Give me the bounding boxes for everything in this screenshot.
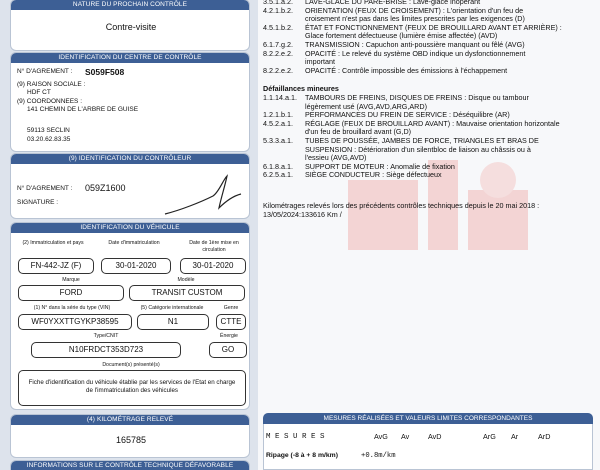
center-name-value: HDF CT	[27, 89, 51, 96]
major-defect-line-code: 8.2.2.e.2.	[263, 48, 293, 58]
measurements-header: MESURES RÉALISÉES ET VALEURS LIMITES CORRESPONDANTES	[263, 413, 593, 424]
major-defect-line-text: LAVE-GLACE DU PARE-BRISE : Lave-glace inopérant	[305, 0, 481, 6]
previous-mileage-value: 13/05/2024:133616 Km /	[263, 210, 342, 219]
minor-defect-line-code: 6.2.5.a.1.	[263, 170, 293, 180]
major-defect-line-text: ORIENTATION (FEUX DE CROISEMENT) : L'orientation d'un feu de	[305, 5, 524, 15]
minor-defect-line-text: TUBES DE POUSSÉE, JAMBES DE FORCE, TRIANGLES ET BRAS DE	[305, 136, 539, 145]
ripage-value: +0.8m/km	[361, 452, 396, 460]
control-center-header: IDENTIFICATION DU CENTRE DE CONTRÔLE	[11, 53, 249, 63]
registration-caption: (2) Immatriculation et pays	[22, 240, 84, 246]
energy-field: GO	[209, 342, 247, 358]
column-av: Av	[401, 432, 410, 441]
type-caption: Type/CNIT	[93, 333, 119, 339]
column-avg: AvG	[374, 432, 388, 441]
major-defect-line-text: Glace fortement défectueuse (lumière émise affectée) (AVD)	[305, 31, 498, 41]
minor-defect-line-text: PERFORMANCES DU FREIN DE SERVICE : Déséquilibre (AR)	[305, 110, 510, 120]
left-column	[0, 0, 258, 470]
type-field: N10FRDCT353D723	[31, 342, 181, 358]
minor-defect-line-code: 1.2.1.b.1.	[263, 110, 293, 120]
column-ar: Ar	[511, 432, 519, 441]
minor-defect-line-text: l'essieu (AVG,AVD)	[305, 153, 367, 163]
center-address-city: 59113 SECLIN	[27, 127, 70, 134]
next-inspection-header: NATURE DU PROCHAIN CONTRÔLE	[11, 0, 249, 10]
previous-mileage-note: Kilométrages relevés lors des précédents contrôles techniques depuis le 20 mai 2018 :	[263, 201, 540, 210]
first-circulation-caption: Date de 1ère mise en circulation	[189, 240, 239, 253]
major-defect-line-code: 6.1.7.g.2.	[263, 40, 293, 49]
vehicle-header: IDENTIFICATION DU VÉHICULE	[11, 223, 249, 233]
center-phone: 03.20.62.83.35	[27, 136, 71, 143]
category-field: N1	[137, 314, 209, 330]
column-ard: ArD	[538, 432, 551, 441]
major-defect-line-text: ÉTAT ET FONCTIONNEMENT (FEUX DE BROUILLARD AVANT ET ARRIÈRE) :	[305, 22, 562, 32]
documents-field: Fiche d'identification du véhicule établie par les services de l'Etat en charge de l'immatriculation des véhicules	[18, 370, 246, 406]
minor-defect-line-code: 6.1.8.a.1.	[263, 161, 293, 171]
energy-caption: Énergie	[220, 333, 238, 339]
column-avd: AvD	[428, 432, 442, 441]
minor-defect-line-text: légèrement usé (AVG,AVD,ARG,ARD)	[305, 101, 427, 111]
measurements-title: M E S U R E S	[266, 433, 325, 441]
inspector-header: (9) IDENTIFICATION DU CONTRÔLEUR	[11, 154, 249, 164]
major-defect-line-text: important	[305, 57, 335, 67]
brand-caption: Marque	[62, 277, 80, 283]
major-defect-line-text: croisement n'est pas dans les limites prescrites par les exigences (D)	[305, 14, 525, 24]
inspector-signature-image	[161, 172, 246, 218]
center-address-label: (9) COORDONNEES :	[17, 98, 83, 105]
vehicle-box	[10, 222, 250, 410]
next-inspection-value: Contre-visite	[105, 22, 157, 32]
major-defect-line-text: TRANSMISSION : Capuchon anti-poussière manquant ou fêlé (AVG)	[305, 40, 525, 49]
minor-defects-title: Défaillances mineures	[263, 84, 339, 93]
vin-caption: (1) N° dans la série du type (VIN)	[33, 305, 111, 311]
minor-defect-line-text: SIÈGE CONDUCTEUR : Siège défectueux	[305, 170, 442, 180]
major-defect-line-code: 4.2.1.b.2.	[263, 5, 293, 15]
minor-defect-line-text: TAMBOURS DE FREINS, DISQUES DE FREINS : Disque ou tambour	[305, 93, 529, 102]
minor-defect-line-code: 5.3.3.a.1.	[263, 136, 293, 145]
genre-field: CTTE	[216, 314, 246, 330]
unfavourable-info-box	[10, 460, 250, 470]
first-circulation-field: 30-01-2020	[180, 258, 246, 274]
inspector-box	[10, 153, 250, 219]
major-defect-line-text: OPACITÉ : Contrôle impossible des émissions à l'échappement	[305, 65, 508, 75]
minor-defect-line-text: SUPPORT DE MOTEUR : Anomalie de fixation	[305, 161, 455, 171]
inspector-agreement-value: 059Z1600	[85, 183, 126, 193]
minor-defect-line-text: RÉGLAGE (FEUX DE BROUILLARD AVANT) : Mauvaise orientation horizontale	[305, 118, 560, 128]
genre-caption: Genre	[223, 305, 239, 311]
vin-field: WF0YXXTTGYKP38595	[18, 314, 132, 330]
registration-field: FN-442-JZ (F)	[18, 258, 94, 274]
center-name-label: (9) RAISON SOCIALE :	[17, 81, 86, 88]
center-address-street: 141 CHEMIN DE L'ARBRE DE GUISE	[27, 106, 139, 113]
minor-defect-line-code: 4.5.2.a.1.	[263, 118, 293, 128]
major-defect-line-code: 8.2.2.e.2.	[263, 65, 293, 75]
category-caption: (5) Catégorie internationale	[140, 305, 204, 311]
center-agreement-value: S059F508	[85, 67, 125, 77]
mileage-box	[10, 414, 250, 458]
center-agreement-label: N° D'AGREMENT :	[17, 68, 73, 75]
model-caption: Modèle	[177, 277, 195, 283]
control-center-box	[10, 52, 250, 152]
registration-date-caption: Date d'immatriculation	[108, 240, 160, 246]
unfavourable-info-header: INFORMATIONS SUR LE CONTRÔLE TECHNIQUE DÉFAVORABLE	[11, 461, 249, 470]
mileage-value: 165785	[115, 435, 147, 445]
mileage-header: (4) KILOMÉTRAGE RELEVÉ	[11, 415, 249, 425]
major-defect-line-code: 3.5.1.a.2.	[263, 0, 293, 6]
next-inspection-box	[10, 0, 250, 51]
inspector-agreement-label: N° D'AGREMENT :	[17, 185, 73, 192]
minor-defect-line-code: 1.1.14.a.1.	[263, 93, 297, 102]
documents-caption: Document(s) présenté(s)	[102, 362, 160, 368]
major-defect-line-code: 4.5.1.b.2.	[263, 22, 293, 32]
brand-field: FORD	[18, 285, 124, 301]
major-defect-line-text: OPACITÉ : Le relevé du système OBD indique un dysfonctionnement	[305, 48, 526, 58]
minor-defect-line-text: d'un feu de brouillard avant (G,D)	[305, 127, 412, 137]
model-field: TRANSIT CUSTOM	[129, 285, 245, 301]
registration-date-field: 30-01-2020	[101, 258, 171, 274]
ripage-label: Ripage (-8 à + 8 m/km)	[266, 452, 338, 459]
inspector-signature-label: SIGNATURE :	[17, 199, 59, 206]
minor-defect-line-text: SUSPENSION : Détérioration d'un silentbloc de liaison au châssis ou à	[305, 144, 531, 154]
column-arg: ArG	[483, 432, 496, 441]
